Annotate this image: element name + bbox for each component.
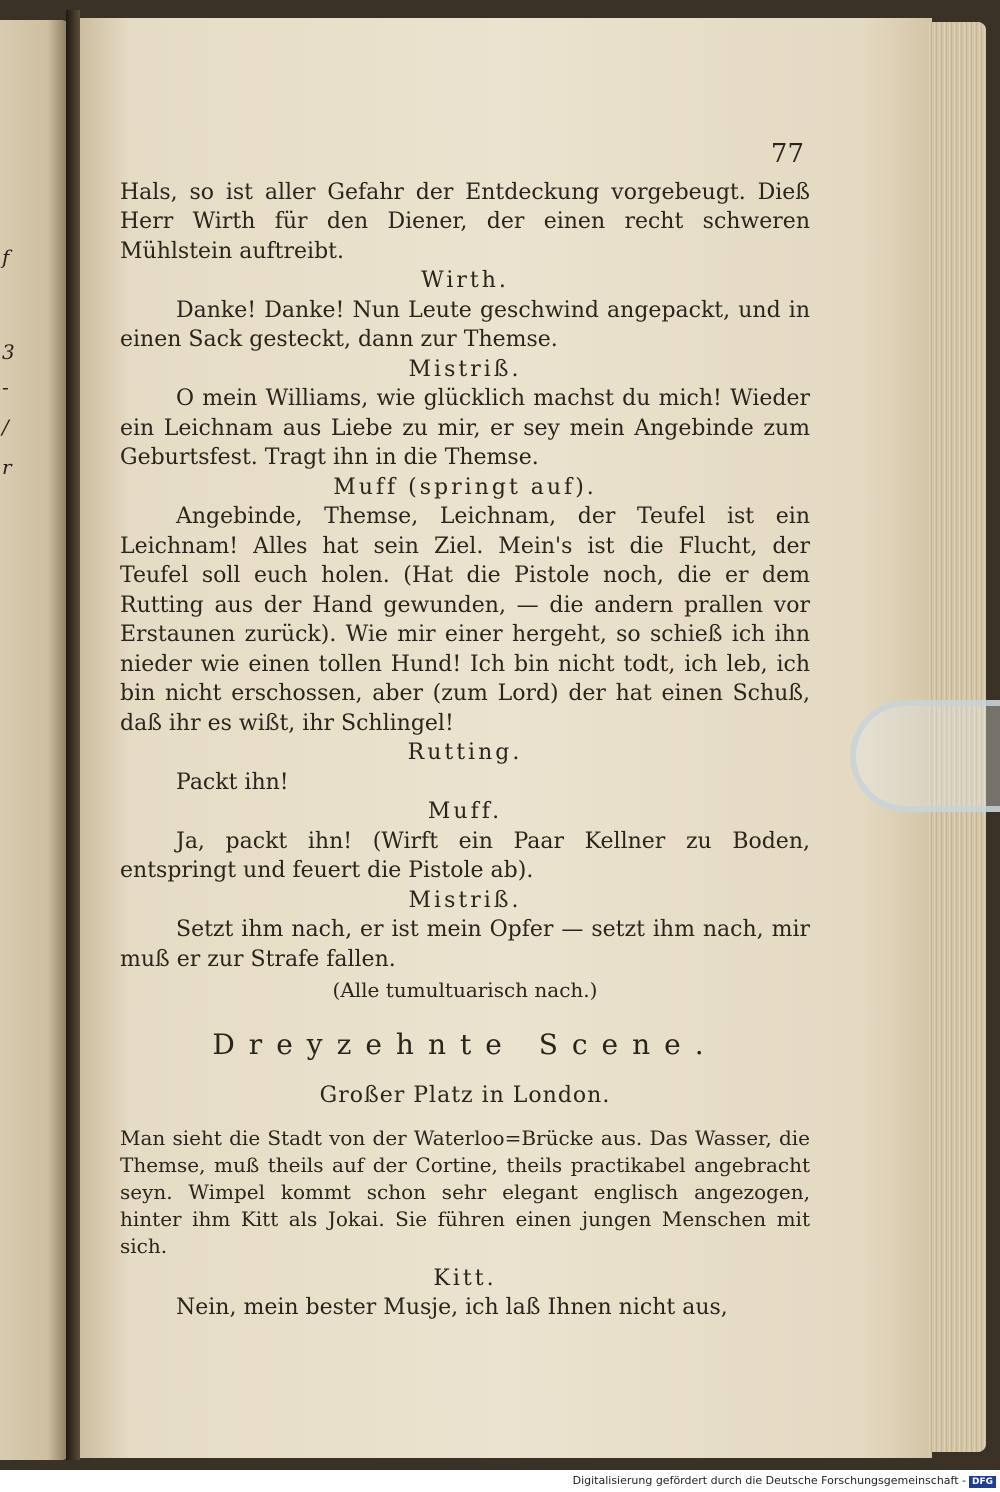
speaker-name: Muff (springt auf). [333, 474, 597, 500]
dialogue-line: O mein Williams, wie glücklich machst du mich! Wieder ein Leichnam aus Liebe zu mir, er sey mein Angebinde zum Geburtsfest. Tragt ihn in die Themse. [120, 386, 810, 470]
speaker-name: Mistriß. [408, 356, 522, 382]
speaker-name: Rutting. [407, 740, 523, 765]
footer-credit [0, 1474, 996, 1488]
stage-direction: (Alle tumultuarisch nach.) [332, 978, 598, 1002]
speaker-name: Muff. [427, 799, 503, 824]
speaker-name: Mistriß. [408, 887, 522, 913]
dialogue-line: Ja, packt ihn! (Wirft ein Paar Kellner zu Boden, entspringt und feuert die Pistole ab). [120, 828, 810, 883]
footer-credit-text: Digitalisierung gefördert durch die Deutsche Forschungsgemeinschaft - [572, 1474, 966, 1487]
dialogue-line: Packt ihn! [176, 769, 289, 795]
speaker-name: Kitt. [433, 1265, 497, 1291]
book-gutter [66, 10, 80, 1460]
dialogue-line: Angebinde, Themse, Leichnam, der Teufel ist ein Leichnam! Alles hat sein Ziel. Mein's ist die Flucht, der Teufel soll euch holen. (Hat die Pistole noch, die er dem Rutting aus der Hand gewunden, — die andern prallen vor Erstaunen zurück). Wie mir einer hergeht, so schieß ich ihn nieder wie einen tollen Hund! Ich bin nicht todt, ich leb, ich bin nicht erschossen, aber (zum Lord) der hat einen Schuß, daß ihr es wißt, ihr Schlingel! [120, 504, 810, 736]
left-page-mark: r [2, 455, 12, 479]
page-number: 77 [770, 139, 804, 169]
stage-direction-block: Man sieht die Stadt von der Waterloo=Brücke aus. Das Wasser, die Themse, muß theils auf der Cortine, theils practikabel angebracht seyn. Wimpel kommt schon sehr elegant englisch angezogen, hinter ihm Kitt als Jokai. Sie führen einen jungen Menschen mit sich. [120, 1125, 810, 1258]
dialogue-line: Hals, so ist aller Gefahr der Entdeckung vorgebeugt. Dieß Herr Wirth für den Diener, der einen recht schweren Mühlstein auftreibt. [120, 179, 810, 264]
left-page-edge [0, 20, 68, 1460]
dialogue-line: Danke! Danke! Nun Leute geschwind angepackt, und in einen Sack gesteckt, dann zur Themse. [120, 297, 810, 352]
left-page-mark: - [2, 375, 9, 399]
left-page-mark: f [2, 245, 10, 269]
left-page-mark: 3 [2, 340, 15, 364]
left-page-mark: / [2, 415, 9, 439]
page-text [120, 140, 810, 1323]
page-clip [850, 700, 1000, 812]
dfg-logo-icon: DFG [969, 1476, 996, 1488]
scene-title: Dreyzehnte Scene. [212, 1027, 718, 1061]
dialogue-line: Nein, mein bester Musje, ich laß Ihnen nicht aus, [176, 1295, 728, 1320]
dialogue-line: Setzt ihm nach, er ist mein Opfer — setzt ihm nach, mir muß er zur Strafe fallen. [120, 917, 810, 972]
speaker-name: Wirth. [421, 268, 509, 293]
scene-place: Großer Platz in London. [319, 1083, 611, 1108]
